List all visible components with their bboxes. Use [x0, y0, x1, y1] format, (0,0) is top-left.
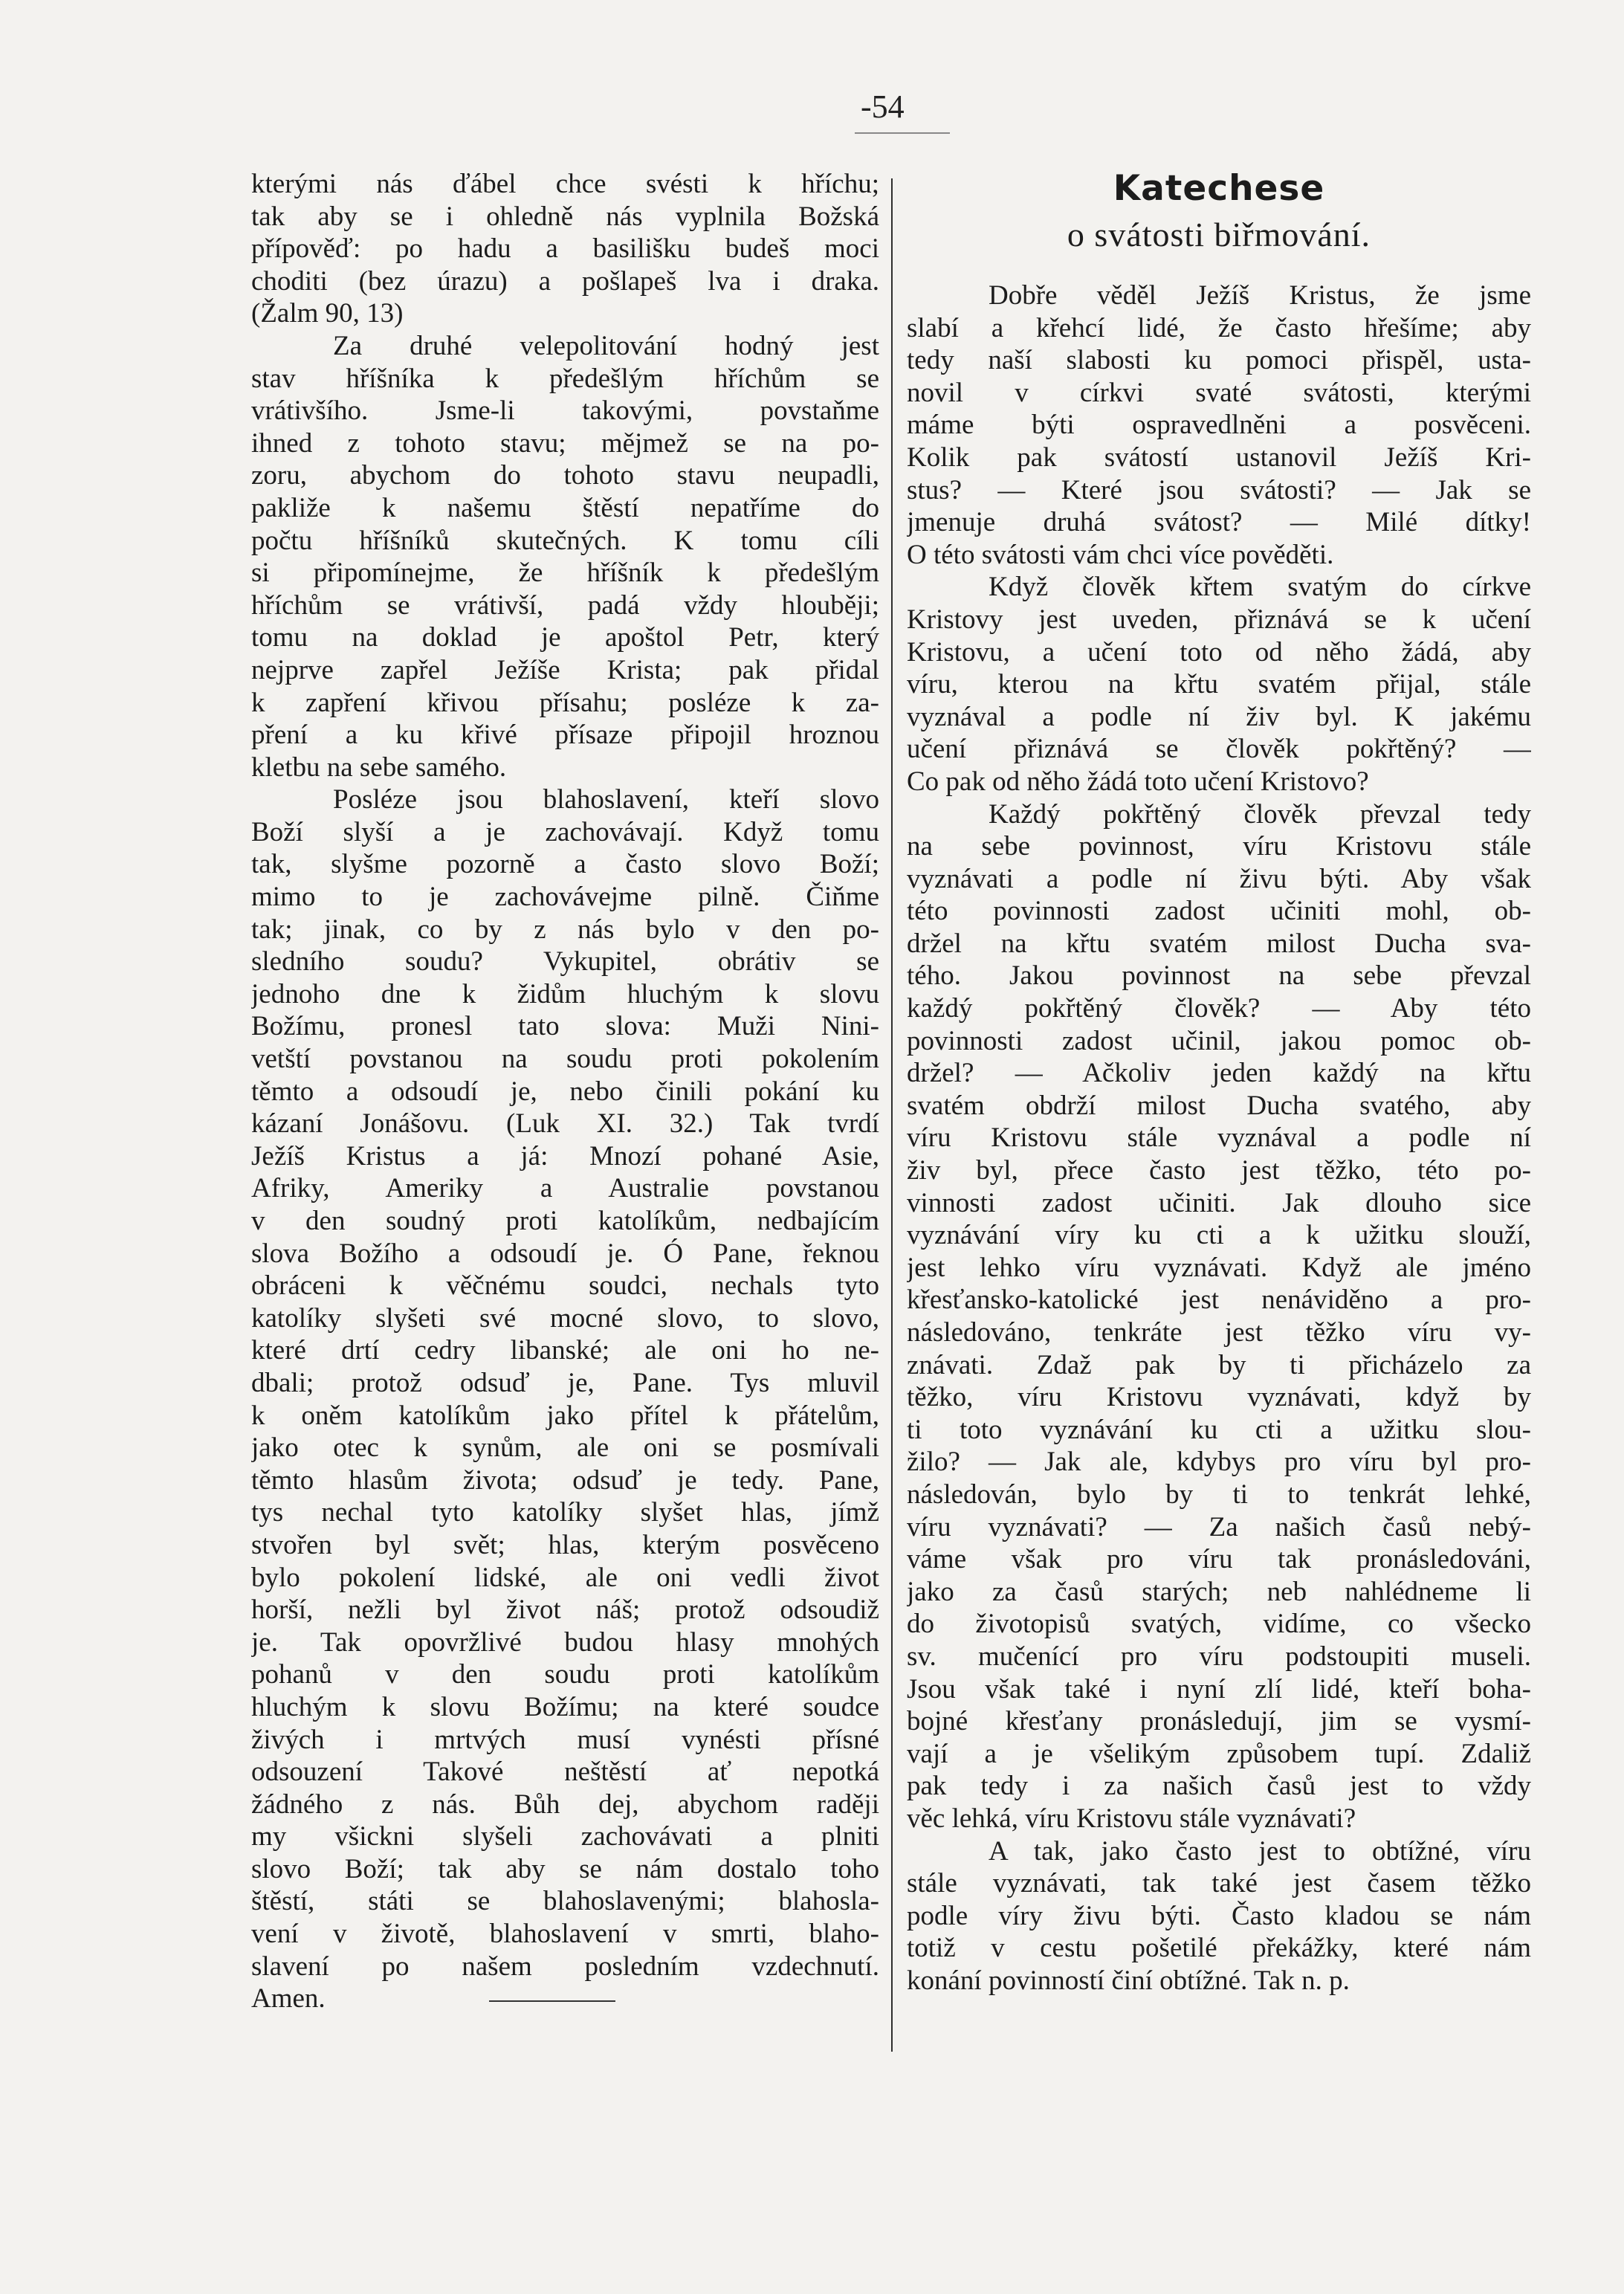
text-line: vají a je všelikým způsobem tupí. Zdaliž: [907, 1738, 1531, 1769]
text-line: jmenuje druhá svátost? — Milé dítky!: [907, 507, 1531, 538]
text-line: učení přiznává se člověk pokřtěný? —: [907, 734, 1531, 765]
text-line: zoru, abychom do tohoto stavu neupadli,: [251, 460, 879, 491]
text-line: katolíky slyšeti své mocné slovo, to slovo,: [251, 1302, 879, 1334]
text-line: sledního soudu? Vykupitel, obrátiv se: [251, 946, 879, 978]
text-line: si připomínejme, že hříšník k předešlým: [251, 558, 879, 589]
text-line: pakliže k našemu štěstí nepatříme do: [251, 492, 879, 523]
text-line: vrátivšího. Jsme-li takovými, povstaňme: [251, 395, 879, 427]
text-line: žilo? — Jak ale, kdybys pro víru byl pro-: [907, 1447, 1531, 1478]
text-line: dbali; protož odsuď je, Pane. Tys mluvil: [251, 1367, 879, 1398]
text-line: obráceni k věčnému soudci, nechals tyto: [251, 1270, 879, 1302]
text-line: kletbu na sebe samého.: [251, 752, 507, 783]
text-line: věc lehká, víru Kristovu stále vyznávati?: [907, 1803, 1356, 1834]
text-line: do životopisů svatých, vidíme, co všecko: [907, 1609, 1531, 1640]
text-line: tomu na doklad je apoštol Petr, který: [251, 622, 879, 653]
section-title: Katechese: [1113, 168, 1325, 209]
text-line: jako otec k synům, ale oni se posmívali: [251, 1432, 879, 1464]
text-line: váme však pro víru tak pronásledováni,: [907, 1544, 1531, 1575]
text-line: štěstí, státi se blahoslavenými; blahosla-: [251, 1886, 879, 1917]
text-line: tého. Jakou povinnost na sebe převzal: [907, 960, 1531, 992]
text-line: Jsou však také i nyní zlí lidé, kteří boha-: [907, 1673, 1531, 1705]
text-line: znávati. Zdaž pak by ti přicházelo za: [907, 1349, 1531, 1380]
text-line: Každý pokřtěný člověk převzal tedy: [989, 798, 1531, 830]
text-line: Kristovu, a učení toto od něho žádá, aby: [907, 636, 1531, 668]
column-divider: [891, 178, 893, 2052]
text-line: následováno, tenkráte jest těžko víru vy-: [907, 1317, 1531, 1348]
text-line: svatém obdrží milost Ducha svatého, aby: [907, 1090, 1531, 1121]
text-line: hluchým k slovu Božímu; na které soudce: [251, 1691, 879, 1722]
text-line: každý pokřtěný člověk? — Aby této: [907, 993, 1531, 1024]
text-line: Posléze jsou blahoslavení, kteří slovo: [333, 784, 879, 815]
text-line: nejprve zapřel Ježíše Krista; pak přidal: [251, 654, 879, 685]
text-line: novil v církvi svaté svátosti, kterými: [907, 377, 1531, 408]
text-line: mimo to je zachovávejme pilně. Čiňme: [251, 882, 879, 913]
text-line: Dobře věděl Ježíš Kristus, že jsme: [989, 280, 1531, 311]
text-line: vyznávati a podle ní živu býti. Aby však: [907, 863, 1531, 894]
text-line: tak aby se i ohledně nás vyplnila Božská: [251, 201, 879, 232]
page-number: -54: [861, 88, 905, 125]
text-line: [251, 1983, 879, 2015]
text-line: ti toto vyznávání ku cti a užitku slou-: [907, 1414, 1531, 1445]
text-line: které drtí cedry libanské; ale oni ho ne-: [251, 1335, 879, 1366]
text-line: držel na křtu svatém milost Ducha sva-: [907, 928, 1531, 959]
text-line: odsouzení Takové neštěstí ať nepotká: [251, 1757, 879, 1788]
text-line: vení v životě, blahoslavení v smrti, blaho-: [251, 1919, 879, 1950]
text-line: tak, slyšme pozorně a často slovo Boží;: [251, 849, 879, 880]
section-subtitle: o svátosti biřmování.: [1067, 216, 1371, 253]
text-line: je. Tak opovržlivé budou hlasy mnohých: [251, 1626, 879, 1658]
text-line: Kolik pak svátostí ustanovil Ježíš Kri-: [907, 442, 1531, 473]
text-line: bojné křesťany pronásledují, jim se vysmí-: [907, 1706, 1531, 1737]
text-line: žádného z nás. Bůh dej, abychom raději: [251, 1789, 879, 1820]
text-line: Boží slyší a je zachovávají. Když tomu: [251, 816, 879, 847]
text-line: Když člověk křtem svatým do církve: [989, 572, 1531, 603]
text-line: vetští povstanou na soudu proti pokolením: [251, 1044, 879, 1075]
text-line: tedy naší slabosti ku pomoci přispěl, usta-: [907, 345, 1531, 376]
text-line: máme býti ospravedlněni a posvěceni.: [907, 410, 1531, 441]
text-line: slova Božího a odsoudí je. Ó Pane, řeknou: [251, 1238, 879, 1269]
text-line: stvořen byl svět; hlas, kterým posvěceno: [251, 1529, 879, 1560]
text-line: konání povinností činí obtížné. Tak n. p.: [907, 1965, 1350, 1996]
text-line: vyznávání víry ku cti a k užitku slouží,: [907, 1220, 1531, 1251]
text-line: totiž v cestu pošetilé překážky, které nám: [907, 1933, 1531, 1964]
text-line: na sebe povinnost, víru Kristovu stále: [907, 831, 1531, 862]
text-line: víru Kristovu stále vyznával a podle ní: [907, 1122, 1531, 1154]
text-line: k zapření křivou přísahu; posléze k za-: [251, 687, 879, 718]
text-line: k oněm katolíkům jako přítel k přátelům,: [251, 1400, 879, 1431]
text-line: Božímu, pronesl tato slova: Muži Nini-: [251, 1011, 879, 1042]
text-line: těmto hlasům života; odsuď je tedy. Pane,: [251, 1464, 879, 1496]
right-column: [907, 168, 1531, 1997]
text-line: sv. mučenící pro víru podstoupiti museli.: [907, 1641, 1531, 1672]
text-line: následován, bylo by ti to tenkrát lehké,: [907, 1479, 1531, 1510]
text-line: vyznával a podle ní živ byl. K jakému: [907, 701, 1531, 732]
text-line: bylo pokolení lidské, ale oni vedli život: [251, 1562, 879, 1593]
text-line: držel? — Ačkoliv jeden každý na křtu: [907, 1058, 1531, 1089]
text-line: Afriky, Ameriky a Australie povstanou: [251, 1173, 879, 1204]
text-line: povinnosti zadost učinil, jakou pomoc ob-: [907, 1025, 1531, 1056]
text-line: podle víry živu býti. Často kladou se nám: [907, 1900, 1531, 1931]
text-line: horší, nežli byl život náš; protož odsoudiž: [251, 1595, 879, 1626]
text-line: stus? — Které jsou svátosti? — Jak se: [907, 474, 1531, 505]
text-line: této povinnosti zadost učiniti mohl, ob-: [907, 896, 1531, 927]
text-line: slabí a křehcí lidé, že často hřešíme; aby: [907, 312, 1531, 343]
page-number-rule: [855, 132, 950, 134]
text-line: těmto a odsoudí je, nebo činili pokání ku: [251, 1076, 879, 1107]
text-line: choditi (bez úrazu) a pošlapeš lva i draka.: [251, 265, 879, 297]
text-line: pak tedy i za našich časů jest to vždy: [907, 1771, 1531, 1802]
text-line: stále vyznávati, tak také jest časem těžko: [907, 1868, 1531, 1899]
text-line: (Žalm 90, 13): [251, 298, 404, 329]
text-line: stav hříšníka k předešlým hříchům se: [251, 363, 879, 394]
text-line: v den soudný proti katolíkům, nedbajícím: [251, 1206, 879, 1236]
end-rule: [489, 2000, 615, 2002]
text-line: přípověď: po hadu a basilišku budeš moci: [251, 233, 879, 265]
text-line: křesťansko-katolické jest nenáviděno a pro-: [907, 1285, 1531, 1316]
text-line: Ježíš Kristus a já: Mnozí pohané Asie,: [251, 1140, 879, 1172]
text-line: O této svátosti vám chci více pověděti.: [907, 539, 1334, 570]
text-line: živ byl, přece často jest těžko, této po-: [907, 1155, 1531, 1186]
text-line: pohanů v den soudu proti katolíkům: [251, 1659, 879, 1690]
text-line: my všickni slyšeli zachovávati a plniti: [251, 1821, 879, 1852]
text-line: víru, kterou na křtu svatém přijal, stále: [907, 669, 1531, 700]
text-line: kterými nás ďábel chce svésti k hříchu;: [251, 169, 879, 199]
text-line: slavení po našem posledním vzdechnutí.: [251, 1951, 879, 1982]
text-line: tys nechal tyto katolíky slyšet hlas, jímž: [251, 1497, 879, 1528]
text-line: kázaní Jonášovu. (Luk XI. 32.) Tak tvrdí: [251, 1108, 879, 1140]
text-line: jednoho dne k židům hluchým k slovu: [251, 978, 879, 1009]
text-line-content: Amen.: [251, 1983, 326, 2014]
text-line: jako za časů starých; neb nahlédneme li: [907, 1576, 1531, 1607]
text-line: tak; jinak, co by z nás bylo v den po-: [251, 914, 879, 945]
left-column: [251, 168, 879, 2015]
text-line: hříchům se vrátivší, padá vždy hlouběji;: [251, 589, 879, 621]
text-line: Co pak od něho žádá toto učení Kristovo?: [907, 766, 1369, 797]
text-line: Kristovy jest uveden, přiznává se k učení: [907, 604, 1531, 635]
text-line: víru vyznávati? — Za našich časů nebý-: [907, 1511, 1531, 1542]
right-column-text: [907, 280, 1531, 1997]
text-line: ihned z tohoto stavu; mějmež se na po-: [251, 427, 879, 459]
text-line: jest lehko víru vyznávati. Když ale jméno: [907, 1252, 1531, 1283]
text-line: vinnosti zadost učiniti. Jak dlouho sice: [907, 1187, 1531, 1218]
text-line: Za druhé velepolitování hodný jest: [333, 330, 879, 361]
text-line: A tak, jako často jest to obtížné, víru: [989, 1835, 1531, 1867]
text-line: počtu hříšníků skutečných. K tomu cíli: [251, 525, 879, 556]
text-line: slovo Boží; tak aby se nám dostalo toho: [251, 1853, 879, 1884]
text-line: pření a ku křivé přísaze připojil hroznou: [251, 720, 879, 751]
text-line: živých i mrtvých musí vynésti přísné: [251, 1724, 879, 1755]
text-line: těžko, víru Kristovu vyznávati, když by: [907, 1382, 1531, 1413]
